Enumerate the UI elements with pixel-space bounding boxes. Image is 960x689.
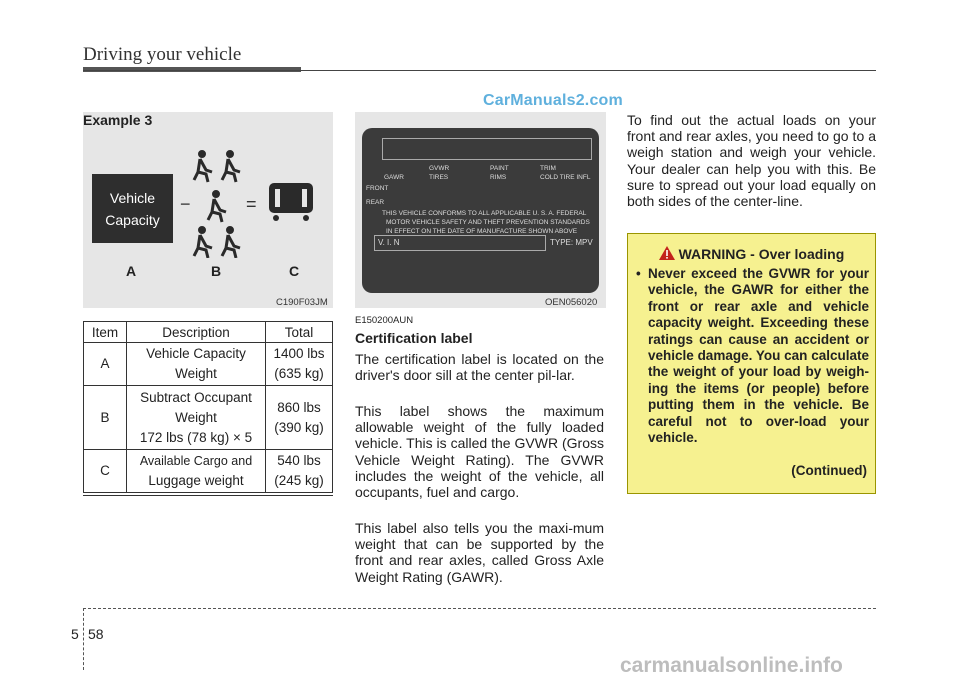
label-conform-1: THIS VEHICLE CONFORMS TO ALL APPLICABLE U. S. A. FEDERAL	[382, 210, 587, 217]
label-a: A	[126, 263, 137, 279]
footer-rule	[83, 608, 876, 609]
total-line: (390 kg)	[274, 419, 324, 435]
watermark-carmanualsonline[interactable]: carmanualsonline.info	[620, 654, 843, 677]
seat-icon	[194, 151, 212, 183]
total-line: 1400 lbs	[273, 346, 325, 361]
example-title: Example 3	[83, 112, 153, 128]
row-total	[266, 343, 333, 386]
label-cold-tire: COLD TIRE INFL	[540, 174, 591, 181]
chapter-number: 5	[71, 626, 79, 642]
warning-title-row	[628, 246, 875, 262]
label-front: FRONT	[366, 185, 389, 192]
seat-icon	[194, 227, 212, 259]
paragraph: This label also tells you the maxi-mum weight that can be supported by the front and rear axles, called Gross Axle Weight Rating (GAWR).	[355, 520, 604, 585]
table-row	[84, 450, 333, 495]
row-item: B	[84, 386, 127, 450]
vehicle-capacity-box	[92, 174, 173, 243]
desc-line: Weight	[175, 409, 217, 425]
warning-title: WARNING - Over loading	[678, 246, 845, 262]
minus-sign: −	[180, 194, 191, 214]
row-description	[127, 450, 266, 495]
label-rims: RIMS	[490, 174, 507, 181]
page-number: 58	[88, 626, 104, 642]
row-item: A	[84, 343, 127, 386]
section-title: Certification label	[355, 330, 473, 346]
table-header-item: Item	[84, 322, 127, 343]
row-description	[127, 343, 266, 386]
label-c: C	[289, 263, 300, 279]
seat-icon	[222, 151, 240, 183]
table-header-description: Description	[127, 322, 266, 343]
paragraph: This label shows the maximum allowable weight of the fully loaded vehicle. This is called the GVWR (Gross Vehicle Weight Rating). The GVWR includes the weight of the vehicle, all occupants, fuel and cargo.	[355, 403, 604, 501]
vehicle-capacity-line1: Vehicle	[109, 189, 156, 206]
desc-line: Subtract Occupant	[140, 389, 252, 405]
warning-text-block	[636, 266, 869, 446]
warning-text: Never exceed the GVWR for your vehicle, the GAWR for either the front or rear axle and vehicle capacity weight. Exceeding these ratings can cause an accident or vehicle damage. You can calculate the weight of your load by weigh-ing the items (or people) before putting them in the vehicle. Be careful not to over-load your vehicle.	[648, 266, 869, 446]
row-item: C	[84, 450, 127, 495]
table-header-total: Total	[266, 322, 333, 343]
cargo-luggage-icon	[268, 181, 314, 223]
warning-box	[627, 233, 876, 494]
total-line: 860 lbs	[277, 399, 321, 415]
footer-divider	[83, 608, 84, 670]
table-row	[84, 343, 333, 386]
capacity-table	[83, 321, 333, 496]
label-type: TYPE: MPV	[550, 238, 593, 247]
total-line: 540 lbs	[277, 453, 321, 468]
desc-line: Luggage weight	[148, 473, 244, 488]
row-description	[127, 386, 266, 450]
label-gawr: GAWR	[384, 174, 404, 181]
desc-line: 172 lbs (78 kg) × 5	[139, 429, 253, 445]
figure-code-example: C190F03JM	[276, 297, 328, 308]
label-conform-3: IN EFFECT ON THE DATE OF MANUFACTURE SHOWN ABOVE	[386, 228, 578, 235]
equals-sign: =	[246, 194, 257, 214]
desc-line: Weight	[175, 366, 217, 381]
label-gvwr: GVWR	[429, 165, 450, 172]
header-rule	[83, 70, 876, 71]
page-header-title: Driving your vehicle	[83, 44, 242, 65]
total-line: (245 kg)	[274, 473, 324, 488]
total-line: (635 kg)	[274, 366, 324, 381]
occupant-seats-icon	[188, 148, 258, 258]
section-code: E150200AUN	[355, 315, 414, 326]
label-tires: TIRES	[429, 174, 449, 181]
label-paint: PAINT	[490, 165, 509, 172]
figure-code-label: OEN056020	[545, 297, 598, 308]
label-top-box	[382, 138, 592, 160]
continued-label: (Continued)	[791, 463, 867, 478]
label-conform-2: MOTOR VEHICLE SAFETY AND THEFT PREVENTION STANDARDS	[386, 219, 590, 226]
label-trim: TRIM	[540, 165, 556, 172]
label-vin: V. I. N	[378, 238, 400, 247]
paragraph: The certification label is located on the driver's door sill at the center pil-lar.	[355, 351, 604, 384]
certification-label-plate	[362, 128, 599, 293]
watermark-carmanuals2[interactable]: CarManuals2.com	[483, 92, 623, 109]
seat-icon	[222, 227, 240, 259]
desc-line: Available Cargo and	[139, 454, 253, 468]
row-total	[266, 386, 333, 450]
table-row	[84, 386, 333, 450]
vehicle-capacity-line2: Capacity	[105, 211, 160, 228]
desc-line: Vehicle Capacity	[146, 346, 246, 361]
label-rear: REAR	[366, 199, 385, 206]
label-b: B	[211, 263, 222, 279]
bullet: •	[636, 266, 641, 281]
warning-triangle-icon	[659, 246, 675, 260]
paragraph: To find out the actual loads on your front and rear axles, you need to go to a weigh station and weigh your vehicle. Your dealer can help you with this. Be sure to spread out your load equally on both sides of the center-line.	[627, 112, 876, 210]
seat-icon	[208, 191, 226, 223]
row-total	[266, 450, 333, 495]
